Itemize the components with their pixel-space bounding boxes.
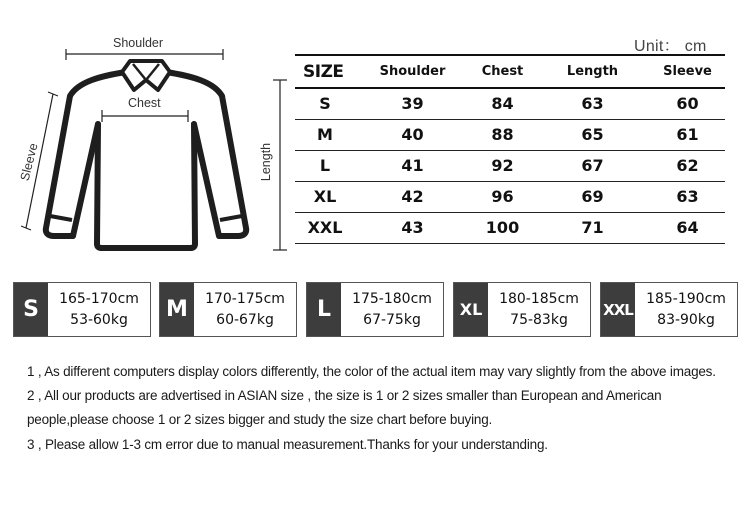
table-header-row <box>295 55 725 88</box>
fit-card-s <box>13 282 151 337</box>
header-size: SIZE <box>303 61 344 82</box>
size-tag: XL <box>454 283 488 336</box>
sleeve-label: Sleeve <box>17 141 41 183</box>
header-length: Length <box>566 64 619 79</box>
header-chest: Chest <box>481 64 524 79</box>
note-3: 3 , Please allow 1-3 cm error due to manual measurement.Thanks for your understanding. <box>27 436 548 452</box>
table-row <box>295 150 725 181</box>
fit-card-xxl <box>600 282 738 337</box>
weight-range: 53-60kg <box>70 311 128 328</box>
cell-length: 69 <box>581 187 604 206</box>
cell-size: XXL <box>307 218 343 237</box>
cell-shoulder: 41 <box>401 156 424 175</box>
height-range: 180-185cm <box>499 290 579 307</box>
notes-section <box>27 360 737 457</box>
cell-chest: 96 <box>491 187 514 206</box>
note-2: 2 , All our products are advertised in ASIAN size , the size is 1 or 2 sizes smaller than European and American people,please choose 1 or 2 sizes bigger and study the size chart before buying. <box>27 388 662 428</box>
cell-chest: 88 <box>491 125 514 144</box>
note-1: 1 , As different computers display colors differently, the color of the actual item may vary slightly from the above images. <box>27 364 716 379</box>
cell-chest: 100 <box>485 218 520 237</box>
header-shoulder: Shoulder <box>379 64 446 79</box>
fit-card-body <box>48 283 150 336</box>
cell-shoulder: 40 <box>401 125 424 144</box>
table-row <box>295 119 725 150</box>
length-label: Length <box>259 142 274 182</box>
table-row <box>295 212 725 243</box>
cell-length: 67 <box>581 156 604 175</box>
fit-card-body <box>635 283 737 336</box>
table-row <box>295 88 725 119</box>
fit-guide-cards <box>13 282 743 337</box>
table-row <box>295 181 725 212</box>
cell-chest: 84 <box>491 94 514 114</box>
fit-card-m <box>159 282 297 337</box>
fit-card-body <box>194 283 296 336</box>
cell-shoulder: 39 <box>401 94 424 114</box>
fit-card-body <box>488 283 590 336</box>
cell-length: 65 <box>581 125 604 144</box>
cell-sleeve: 63 <box>676 187 699 206</box>
size-tag: M <box>160 283 194 336</box>
cell-chest: 92 <box>491 156 514 175</box>
cell-sleeve: 60 <box>676 94 699 114</box>
shirt-measurement-diagram <box>0 0 290 260</box>
fit-card-body <box>341 283 443 336</box>
chest-label: Chest <box>128 96 161 110</box>
weight-range: 60-67kg <box>216 311 274 328</box>
size-tag: XXL <box>601 283 635 336</box>
size-tag: S <box>14 283 48 336</box>
header-sleeve: Sleeve <box>663 64 712 79</box>
size-table <box>295 54 725 244</box>
height-range: 175-180cm <box>352 290 432 307</box>
weight-range: 83-90kg <box>657 311 715 328</box>
weight-range: 75-83kg <box>510 311 568 328</box>
cell-shoulder: 43 <box>401 218 424 237</box>
fit-card-xl <box>453 282 591 337</box>
cell-size: L <box>319 156 331 175</box>
height-range: 185-190cm <box>646 290 726 307</box>
size-tag: L <box>307 283 341 336</box>
cell-sleeve: 62 <box>676 156 699 175</box>
height-range: 165-170cm <box>59 290 139 307</box>
weight-range: 67-75kg <box>363 311 421 328</box>
height-range: 170-175cm <box>205 290 285 307</box>
cell-size: M <box>317 125 333 144</box>
cell-size: XL <box>313 187 337 206</box>
fit-card-l <box>306 282 444 337</box>
cell-sleeve: 61 <box>676 125 699 144</box>
shoulder-label: Shoulder <box>113 36 164 50</box>
unit-label: Unit： cm <box>634 38 707 55</box>
cell-length: 63 <box>581 94 604 114</box>
cell-size: S <box>319 94 331 114</box>
cell-shoulder: 42 <box>401 187 424 206</box>
cell-length: 71 <box>581 218 604 237</box>
cell-sleeve: 64 <box>676 218 699 237</box>
